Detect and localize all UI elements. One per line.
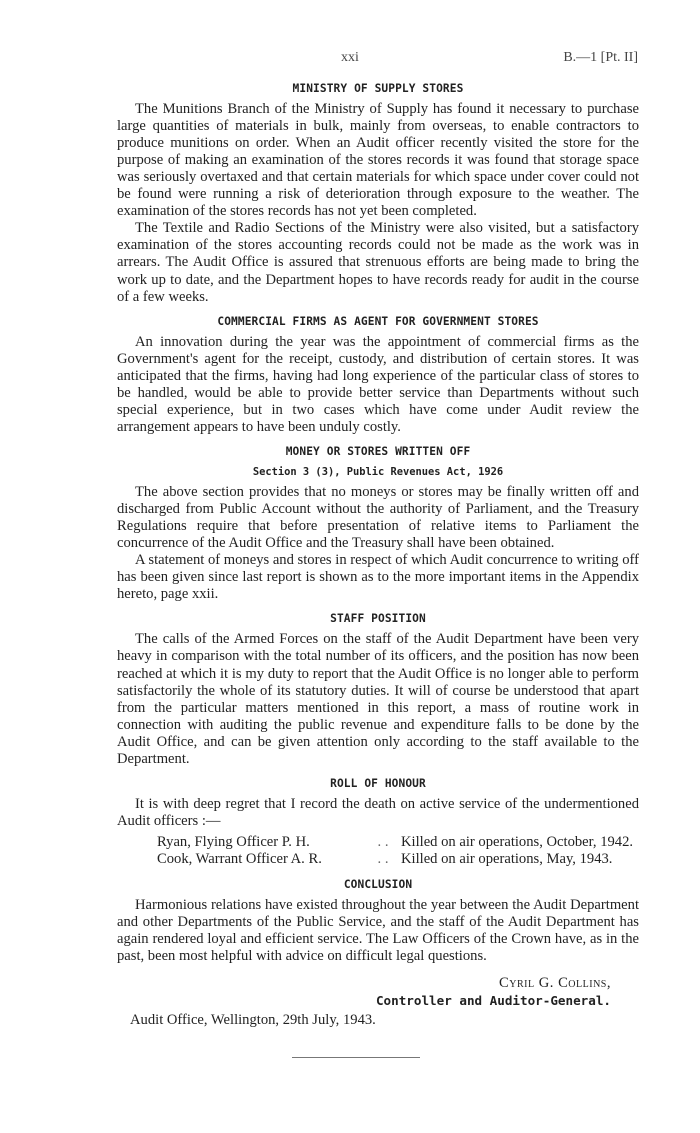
paragraph: The calls of the Armed Forces on the staff of the Audit Department have been very heavy in comparison with the total number of its officers, and the position has now been reached at which it is my duty to report that the Audit Office is no longer able to perform satisfactorily the whole of its statutory duties. It will of course be understood that apart from the particular matters mentioned in this report, a mass of routine work in connection with auditing the public revenue and expenditure falls to be done by the Audit Office, and can be given attention only according to the staff available to the Department. — [117, 631, 639, 767]
roll-entry-leader: . . — [377, 851, 389, 868]
roll-entry-name: Cook, Warrant Officer A. R. — [157, 851, 322, 868]
paragraph: Harmonious relations have existed throughout the year between the Audit Department and other Departments of the Public Service, and the staff of the Audit Department has again rendered loyal and efficient service. The Law Officers of the Crown have, as in the past, been most helpful with advice on difficult legal questions. — [117, 896, 639, 965]
paragraph: An innovation during the year was the appointment of commercial firms as the Government's agent for the receipt, custody, and distribution of certain stores. It was anticipated that the firms, having had long experience of the particular class of stores to be handled, would be able to provide better service than Departments without such special experience, but in two cases which have come under Audit review the arrangement appears to have been unduly costly. — [117, 333, 639, 435]
roll-entry-leader: . . — [377, 833, 389, 850]
signatory-title: Controller and Auditor-General. — [375, 993, 611, 1009]
document-reference: B.—1 [Pt. II] — [563, 50, 638, 65]
paragraph: A statement of moneys and stores in respect of which Audit concurrence to writing off has been given since last report is shown as to the more important items in the Appendix hereto, page xxii. — [117, 552, 639, 603]
closing-rule — [292, 1057, 420, 1058]
paragraph: The Munitions Branch of the Ministry of Supply has found it necessary to purchase large quantities of materials in bulk, mainly from overseas, to enable contractors to produce munitions on order. When an Audit officer recently visited the store for the purpose of making an examination of the stores records it was found that storage space was seriously overtaxed and that certain materials for which space under cover could not be found were running a risk of deterioration through exposure to the weather. The examination of the stores records has not yet been completed. — [117, 101, 639, 220]
signature-block — [117, 975, 639, 1009]
section-subheading-money: Section 3 (3), Public Revenues Act, 1926 — [252, 465, 504, 478]
roll-entry-name: Ryan, Flying Officer P. H. — [157, 833, 310, 850]
roll-of-honour-list — [157, 834, 639, 869]
roll-entry-note: Killed on air operations, May, 1943. — [401, 851, 613, 868]
section-heading-money: MONEY OR STORES WRITTEN OFF — [285, 444, 471, 458]
place-and-date: Audit Office, Wellington, 29th July, 1943. — [130, 1012, 376, 1028]
document-body — [117, 76, 639, 1009]
roll-entry — [157, 851, 639, 869]
roll-intro: It is with deep regret that I record the death on active service of the undermentioned Audit officers :— — [117, 795, 639, 829]
section-heading-conclusion: CONCLUSION — [343, 877, 413, 891]
section-heading-commercial: COMMERCIAL FIRMS AS AGENT FOR GOVERNMENT STORES — [217, 314, 539, 328]
paragraph: The above section provides that no moneys or stores may be finally written off and discharged from Public Account without the authority of Parliament, and the Treasury Regulations require that before presentation of relative items to Parliament the concurrence of the Audit Office and the Treasury shall have been obtained. — [117, 484, 639, 552]
paragraph: The Textile and Radio Sections of the Ministry were also visited, but a satisfactory examination of the stores accounting records could not be made as the work was in arrears. The Audit Office is assured that strenuous efforts are being made to bring the work up to date, and the Department hopes to have records ready for audit in the course of a few weeks. — [117, 220, 639, 305]
section-heading-ministry: MINISTRY OF SUPPLY STORES — [292, 82, 464, 95]
roll-entry-note: Killed on air operations, October, 1942. — [401, 833, 634, 850]
page-number: xxi — [341, 50, 359, 65]
section-heading-staff: STAFF POSITION — [330, 612, 426, 626]
section-heading-roll: ROLL OF HONOUR — [330, 776, 426, 790]
roll-entry — [157, 834, 639, 852]
signatory-name: Cyril G. Collins, — [499, 975, 611, 992]
